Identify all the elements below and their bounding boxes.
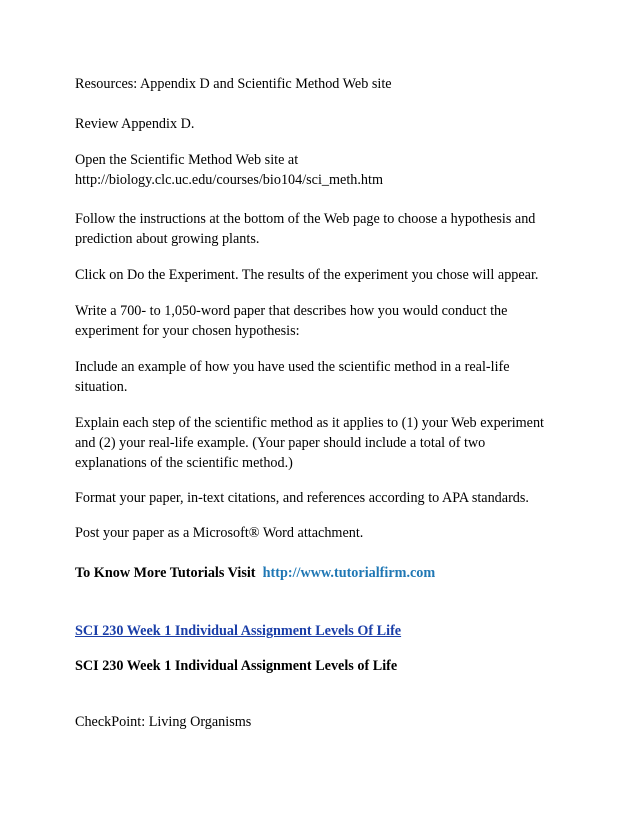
explain-step-line-1: Explain each step of the scientific method as it applies to (1) your Web experiment [75,415,545,431]
explain-step-line-3: explanations of the scientific method.) [75,455,293,471]
tutorials-line [75,563,575,583]
write-paper-line-2: experiment for your chosen hypothesis: [75,323,300,339]
follow-instructions-line-2: prediction about growing plants. [75,231,260,247]
heading-bold: SCI 230 Week 1 Individual Assignment Levels of Life [75,658,398,674]
site-url-line: http://biology.clc.uc.edu/courses/bio104/sci_meth.htm [75,172,384,188]
include-example-line-1: Include an example of how you have used the scientific method in a real-life [75,359,510,375]
post-paper-line: Post your paper as a Microsoft® Word attachment. [75,525,364,541]
review-line: Review Appendix D. [75,116,195,132]
include-example-line-2: situation. [75,379,128,395]
format-paper-line: Format your paper, in-text citations, and references according to APA standards. [75,490,529,506]
explain-step-line-2: and (2) your real-life example. (Your paper should include a total of two [75,435,486,451]
resources-line: Resources: Appendix D and Scientific Method Web site [75,76,392,92]
heading-link-text[interactable]: SCI 230 Week 1 Individual Assignment Levels Of Life [75,623,402,639]
heading-link[interactable] [75,621,575,641]
open-site-line: Open the Scientific Method Web site at [75,152,299,168]
follow-instructions-line-1: Follow the instructions at the bottom of the Web page to choose a hypothesis and [75,211,536,227]
tutorials-prefix: To Know More Tutorials Visit [75,565,263,581]
do-experiment-line: Click on Do the Experiment. The results of the experiment you chose will appear. [75,267,539,283]
checkpoint-line: CheckPoint: Living Organisms [75,714,252,730]
write-paper-line-1: Write a 700- to 1,050-word paper that describes how you would conduct the [75,303,508,319]
tutorials-link[interactable]: http://www.tutorialfirm.com [262,565,436,581]
